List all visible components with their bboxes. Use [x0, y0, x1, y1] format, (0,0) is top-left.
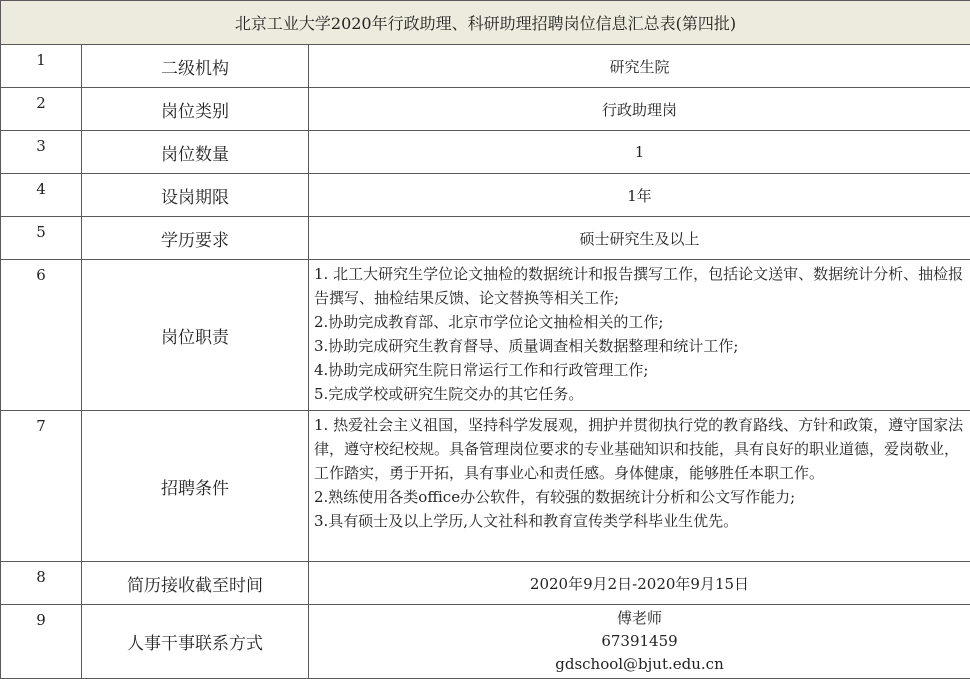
contact-email[interactable]: gdschool@bjut.edu.cn: [309, 653, 970, 676]
table-row: [1, 174, 970, 217]
row-label: 学历要求: [82, 217, 309, 260]
contact-info: [309, 605, 970, 679]
row-number: 8: [1, 562, 82, 605]
list-item: 5.完成学校或研究生院交办的其它任务。: [314, 382, 964, 406]
row-label: 二级机构: [82, 45, 309, 88]
row-number: 5: [1, 217, 82, 260]
contact-phone: 67391459: [309, 630, 970, 653]
table-title: 北京工业大学2020年行政助理、科研助理招聘岗位信息汇总表(第四批): [1, 1, 970, 45]
list-item: 1. 北工大研究生学位论文抽检的数据统计和报告撰写工作，包括论文送审、数据统计分析、抽检报告撰写、抽检结果反馈、论文替换等相关工作;: [314, 262, 964, 310]
table-row: [1, 605, 970, 679]
table-row: [1, 411, 970, 562]
table-row: [1, 131, 970, 174]
table-row: [1, 562, 970, 605]
duties-list: [309, 260, 970, 411]
list-item: 2.熟练使用各类office办公软件，有较强的数据统计分析和公文写作能力;: [314, 485, 964, 509]
row-number: 2: [1, 88, 82, 131]
row-value: 行政助理岗: [309, 88, 970, 131]
table-row: [1, 45, 970, 88]
contact-name: 傅老师: [309, 607, 970, 630]
row-value: 2020年9月2日-2020年9月15日: [309, 562, 970, 605]
row-number: 6: [1, 260, 82, 411]
list-item: 3.具有硕士及以上学历,人文社科和教育宣传类学科毕业生优先。: [314, 509, 964, 533]
row-label: 招聘条件: [82, 411, 309, 562]
row-value: 1: [309, 131, 970, 174]
row-number: 7: [1, 411, 82, 562]
row-label: 设岗期限: [82, 174, 309, 217]
row-number: 1: [1, 45, 82, 88]
list-item: 2.协助完成教育部、北京市学位论文抽检相关的工作;: [314, 310, 964, 334]
table-row: [1, 88, 970, 131]
row-number: 3: [1, 131, 82, 174]
table-row: [1, 217, 970, 260]
row-value: 硕士研究生及以上: [309, 217, 970, 260]
row-label: 岗位数量: [82, 131, 309, 174]
list-item: 4.协助完成研究生院日常运行工作和行政管理工作;: [314, 358, 964, 382]
row-label: 人事干事联系方式: [82, 605, 309, 679]
row-number: 4: [1, 174, 82, 217]
row-value: 研究生院: [309, 45, 970, 88]
requirements-list: [309, 411, 970, 562]
table-row: [1, 260, 970, 411]
title-row: [1, 1, 970, 45]
list-item: 3.协助完成研究生教育督导、质量调查相关数据整理和统计工作;: [314, 334, 964, 358]
list-item: 1. 热爱社会主义祖国，坚持科学发展观，拥护并贯彻执行党的教育路线、方针和政策，遵守国家法律，遵守校纪校规。具备管理岗位要求的专业基础知识和技能，具有良好的职业道德，爱岗敬业，工作踏实，勇于开拓，具有事业心和责任感。身体健康，能够胜任本职工作。: [314, 413, 964, 485]
row-label: 简历接收截至时间: [82, 562, 309, 605]
row-number: 9: [1, 605, 82, 679]
row-label: 岗位职责: [82, 260, 309, 411]
row-value: 1年: [309, 174, 970, 217]
row-label: 岗位类别: [82, 88, 309, 131]
